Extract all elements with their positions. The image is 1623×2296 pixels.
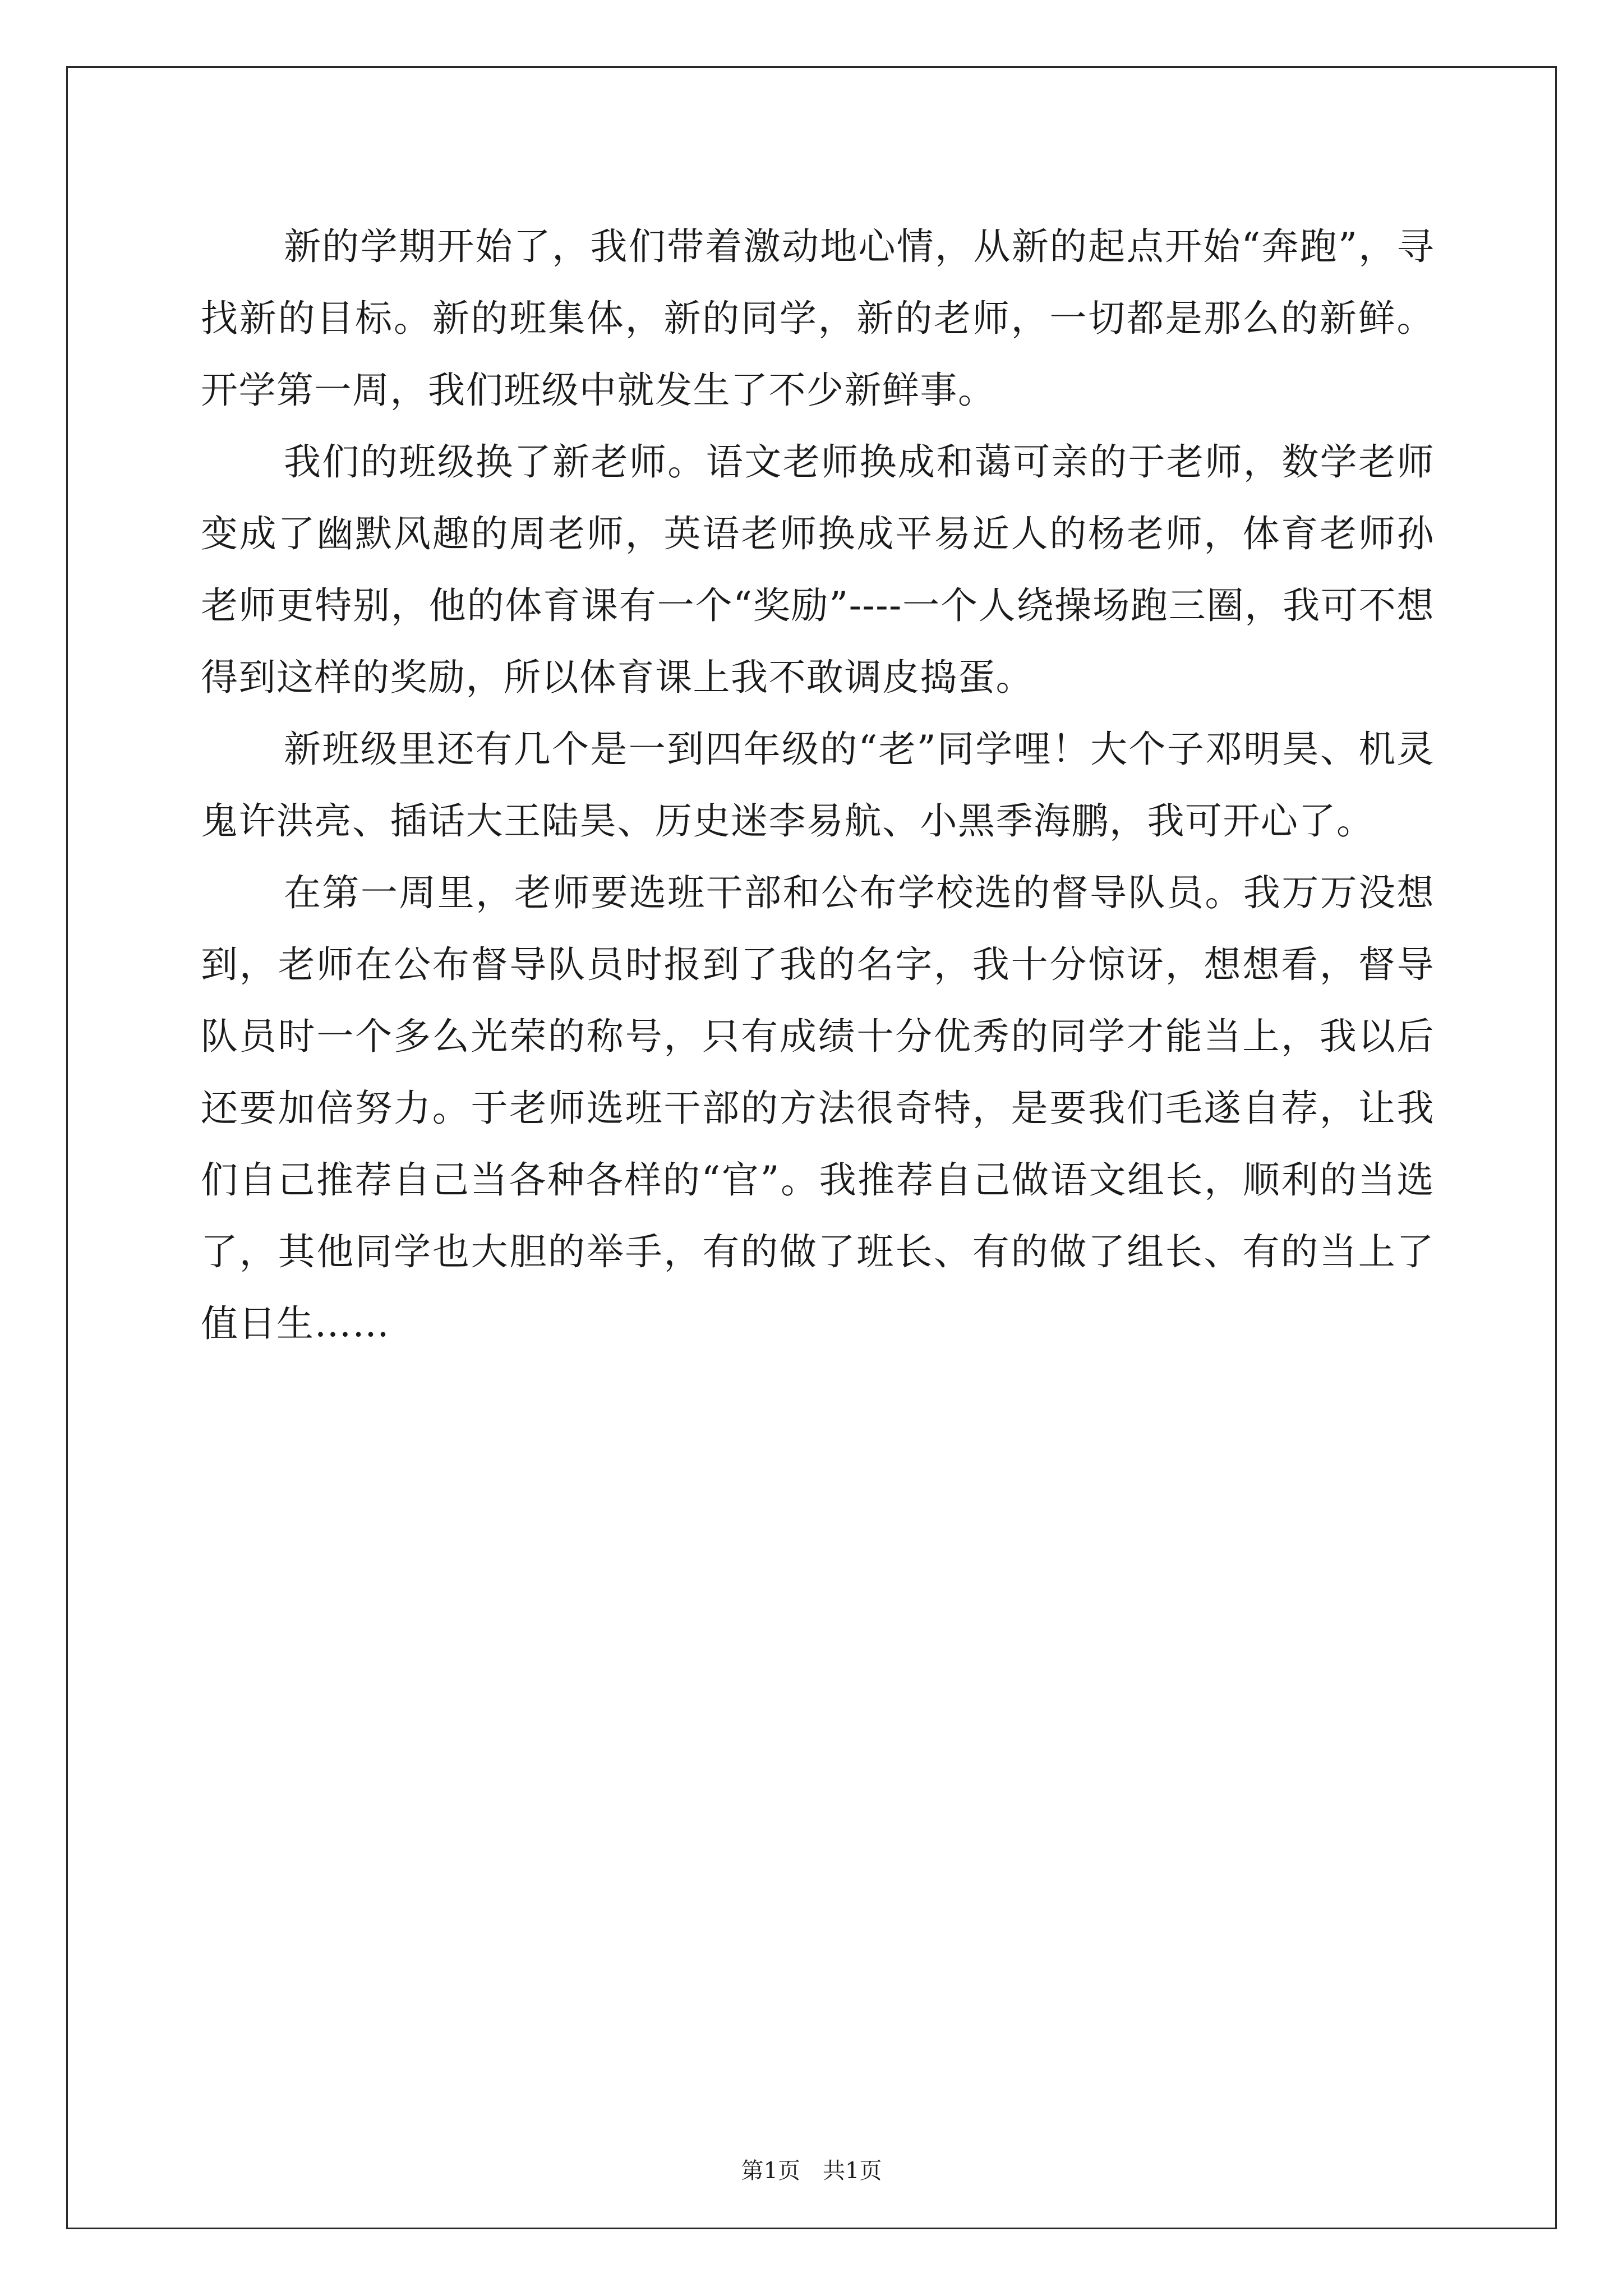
page-number-footer: 第1页 共1页 xyxy=(741,2158,882,2184)
paragraph-2: 我们的班级换了新老师。语文老师换成和蔼可亲的于老师，数学老师变成了幽默风趣的周老师，英语老师换成平易近人的杨老师，体育老师孙老师更特别，他的体育课有一个“奖励”----一个人绕操场跑三圈，我可不想得到这样的奖励，所以体育课上我不敢调皮捣蛋。 xyxy=(201,440,1435,699)
document-body xyxy=(201,211,1435,1360)
paragraph-3: 新班级里还有几个是一到四年级的“老”同学哩！大个子邓明昊、机灵鬼许洪亮、插话大王陆昊、历史迷李易航、小黑季海鹏，我可开心了。 xyxy=(201,728,1435,843)
paragraph-4: 在第一周里，老师要选班干部和公布学校选的督导队员。我万万没想到，老师在公布督导队员时报到了我的名字，我十分惊讶，想想看，督导队员时一个多么光荣的称号，只有成绩十分优秀的同学才能当上，我以后还要加倍努力。于老师选班干部的方法很奇特，是要我们毛遂自荐，让我们自己推荐自己当各种各样的“官”。我推荐自己做语文组长，顺利的当选了，其他同学也大胆的举手，有的做了班长、有的做了组长、有的当上了值日生…… xyxy=(201,871,1435,1345)
paragraph-1: 新的学期开始了，我们带着激动地心情，从新的起点开始“奔跑”，寻找新的目标。新的班集体，新的同学，新的老师，一切都是那么的新鲜。开学第一周，我们班级中就发生了不少新鲜事。 xyxy=(201,225,1435,412)
